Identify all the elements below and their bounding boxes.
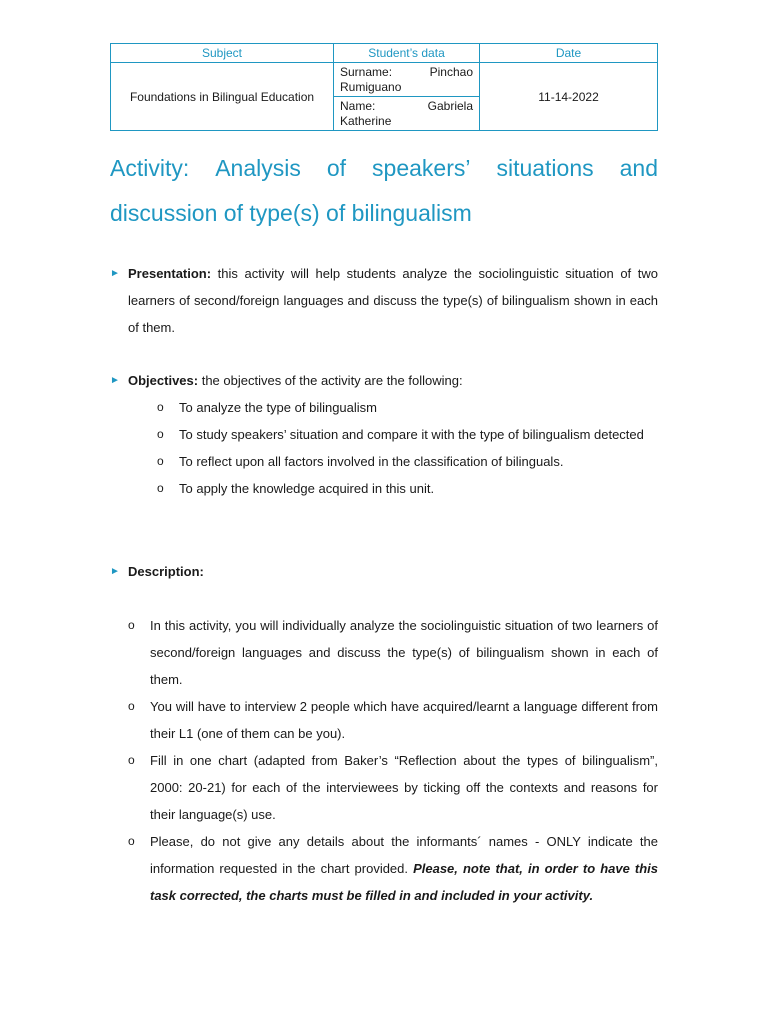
arrow-bullet-icon: ► <box>110 566 120 577</box>
surname-value: Pinchao <box>429 65 473 79</box>
title-word: and <box>619 155 658 181</box>
title-line-2: discussion of type(s) of bilingualism <box>110 200 472 226</box>
description-item: o You will have to interview 2 people which have acquired/learnt a language different from their L1 (one of them can be you). <box>128 693 658 747</box>
title-line-1 <box>110 146 658 191</box>
activity-title <box>110 146 658 236</box>
name-value-2: Katherine <box>340 114 392 128</box>
description-note: Please, note that, in order to have this task corrected, the charts must be filled in and included in your activity. <box>150 861 658 903</box>
circle-bullet-icon: o <box>157 454 164 468</box>
circle-bullet-icon: o <box>128 753 135 767</box>
name-label: Name: <box>340 99 376 113</box>
subject-value: Foundations in Bilingual Education <box>111 63 334 131</box>
presentation-text: this activity will help students analyze the sociolinguistic situation of two learners of second/foreign languages and discuss the type(s) of bilingualism shown in each of them. <box>128 266 658 335</box>
title-word: situations <box>496 155 594 181</box>
surname-label: Surname: <box>340 65 393 79</box>
objectives-label: Objectives: <box>128 373 199 388</box>
presentation-section <box>110 260 658 341</box>
surname-cell <box>334 63 480 97</box>
name-cell <box>334 97 480 131</box>
objectives-text: the objectives of the activity are the following: <box>198 373 463 388</box>
arrow-bullet-icon: ► <box>110 375 120 386</box>
description-label: Description: <box>128 564 204 579</box>
description-section <box>110 558 658 585</box>
objectives-section <box>110 367 658 502</box>
date-value: 11-14-2022 <box>480 63 658 131</box>
surname-value-2: Rumiguano <box>340 80 402 94</box>
circle-bullet-icon: o <box>157 427 164 441</box>
description-item: o Fill in one chart (adapted from Baker’s “Reflection about the types of bilingualism”, 2000: 20-21) for each of the interviewees by ticking off the contexts and reasons for their language(s) use. <box>128 747 658 828</box>
circle-bullet-icon: o <box>157 400 164 414</box>
name-value: Gabriela <box>427 99 473 113</box>
arrow-bullet-icon: ► <box>110 268 120 279</box>
presentation-label: Presentation: <box>128 266 212 281</box>
date-header: Date <box>480 44 658 63</box>
info-table <box>110 43 658 131</box>
subject-header: Subject <box>111 44 334 63</box>
circle-bullet-icon: o <box>128 699 135 713</box>
title-word: Activity: <box>110 155 190 181</box>
title-word: of <box>326 155 347 181</box>
description-item: o Please, do not give any details about the informants´ names - ONLY indicate the information requested in the chart provided. Please, note that, in order to have this task corrected, the charts must be filled in and included in your activity. <box>128 828 658 909</box>
objective-item: o To study speakers’ situation and compare it with the type of bilingualism detected <box>157 421 658 448</box>
circle-bullet-icon: o <box>128 618 135 632</box>
circle-bullet-icon: o <box>128 834 135 848</box>
objective-item: o To apply the knowledge acquired in this unit. <box>157 475 658 502</box>
title-word: speakers’ <box>372 155 471 181</box>
objective-item: o To analyze the type of bilingualism <box>157 394 658 421</box>
student-data-header: Student’s data <box>334 44 480 63</box>
description-item: o In this activity, you will individually analyze the sociolinguistic situation of two learners of second/foreign languages and discuss the type(s) of bilingualism shown in each of them. <box>128 612 658 693</box>
description-list <box>128 612 658 909</box>
objective-item: o To reflect upon all factors involved in the classification of bilinguals. <box>157 448 658 475</box>
title-word: Analysis <box>215 155 301 181</box>
circle-bullet-icon: o <box>157 481 164 495</box>
